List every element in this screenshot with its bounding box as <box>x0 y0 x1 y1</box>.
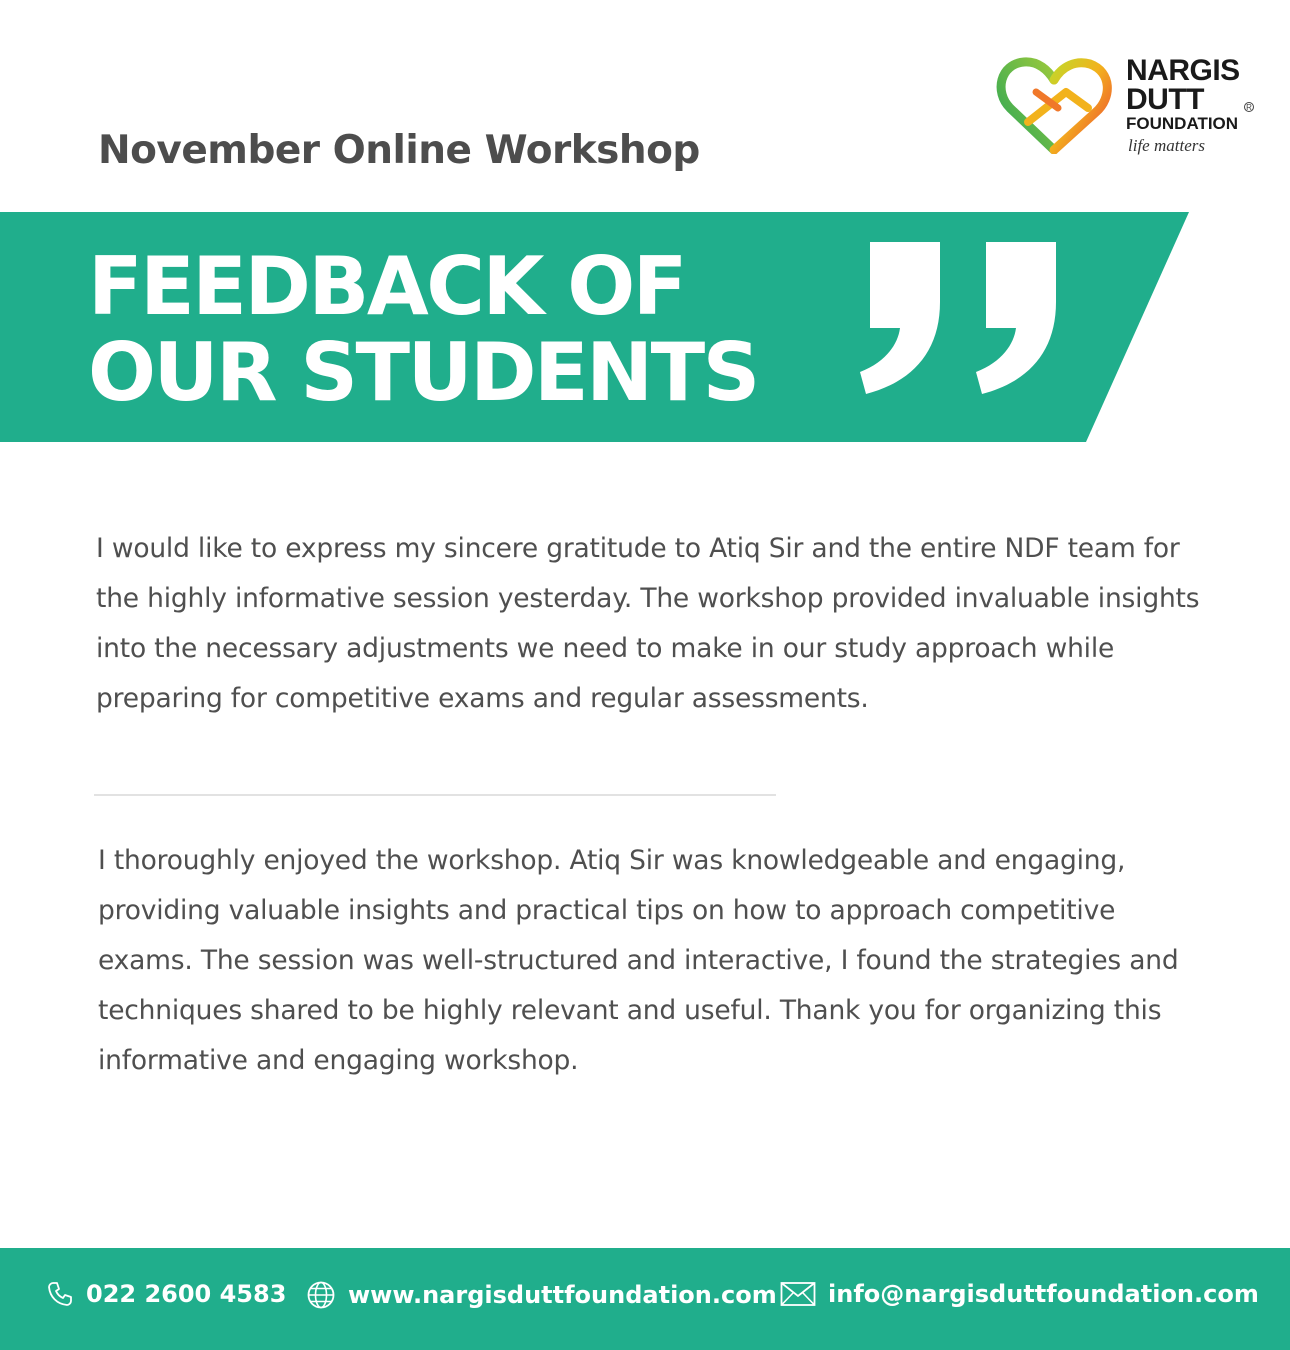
feedback-text-2: I thoroughly enjoyed the workshop. Atiq Sir was knowledgeable and engaging, providing valuable insights and practical tips on how to approach competitive exams. The session was well-structured and interactive, I found the strategies and techniques shared to be highly relevant and useful. Thank you for organizing this informative and engaging workshop. <box>98 845 1179 1076</box>
footer-phone[interactable] <box>46 1280 286 1308</box>
mail-icon <box>780 1281 816 1307</box>
heart-logo-icon <box>996 52 1114 154</box>
logo-line-2: DUTT <box>1126 83 1204 116</box>
email-link: info@nargisduttfoundation.com <box>828 1280 1259 1308</box>
logo-tagline: life matters <box>1128 136 1205 155</box>
website-link: www.nargisduttfoundation.com <box>348 1281 777 1309</box>
footer-email[interactable] <box>780 1280 1259 1308</box>
banner-title <box>88 240 758 419</box>
registered-mark: R <box>1244 102 1254 112</box>
page-subtitle: November Online Workshop <box>98 128 700 173</box>
banner-title-line-1: FEEDBACK OF <box>88 240 685 333</box>
logo-wordmark <box>1126 56 1240 156</box>
footer-website[interactable] <box>306 1280 777 1310</box>
foundation-logo <box>996 52 1256 162</box>
divider <box>94 794 776 796</box>
phone-icon <box>46 1280 74 1308</box>
phone-number: 022 2600 4583 <box>86 1280 287 1308</box>
globe-icon <box>306 1280 336 1310</box>
feedback-text-1: I would like to express my sincere gratitude to Atiq Sir and the entire NDF team for the highly informative session yesterday. The workshop provided invaluable insights into the necessary adjustments we need to make in our study approach while preparing for competitive exams and regular assessments. <box>96 533 1200 714</box>
banner-title-line-2: OUR STUDENTS <box>88 326 758 419</box>
logo-line-3: FOUNDATION <box>1126 114 1239 133</box>
footer-bar <box>0 1248 1290 1350</box>
closing-quote-icon <box>852 232 1062 402</box>
logo-line-1: NARGIS <box>1126 54 1240 87</box>
